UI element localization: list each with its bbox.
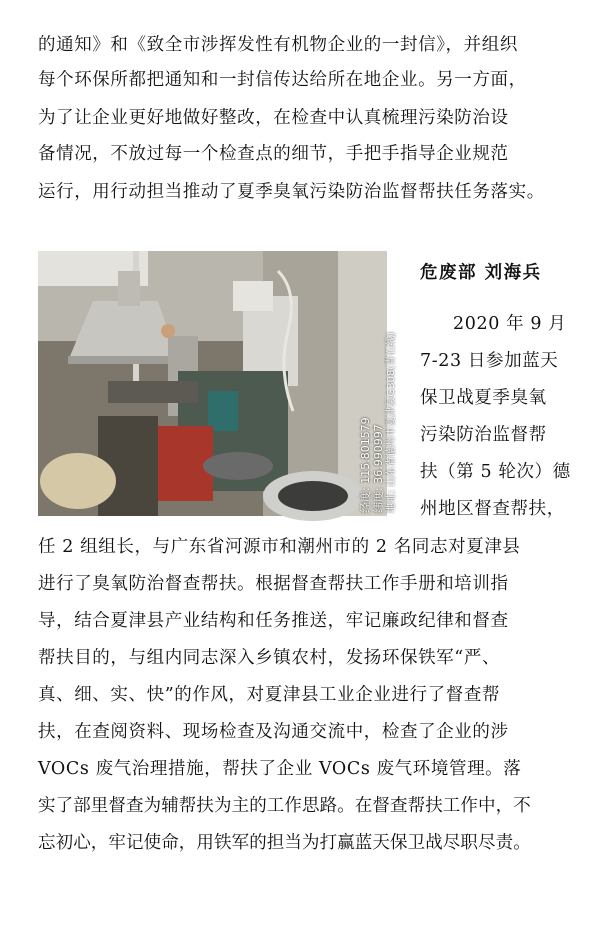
text-line: 忘初心，牢记使命，用铁军的担当为打赢蓝天保卫战尽职尽责。: [38, 833, 531, 853]
text-line: 导，结合夏津县产业结构和任务推送，牢记廉政纪律和督查: [38, 611, 509, 631]
text-line: 扶，在查阅资料、现场检查及沟通交流中，检查了企业的涉: [38, 722, 509, 742]
text-line: 实了部里督查为辅帮扶为主的工作思路。在督查帮扶工作中，不: [38, 796, 531, 816]
text-line: 运行，用行动担当推动了夏季臭氧污染防治监督帮扶任务落实。: [38, 182, 545, 202]
side-text-line: 州地区督查帮扶，: [420, 499, 565, 519]
photo-stamp-latitude: 纬度: 36.990997: [372, 424, 385, 513]
side-text-line: 7-23 日参加蓝天: [420, 351, 559, 371]
text-line: 的通知》和《致全市涉挥发性有机物企业的一封信》，并组织: [38, 35, 518, 55]
text-line: 进行了臭氧防治督查帮扶。根据督查帮扶工作手册和培训指: [38, 574, 509, 594]
section-heading: 危废部 刘海兵: [420, 263, 542, 283]
side-text-line: 扶（第 5 轮次）德: [420, 462, 571, 482]
factory-photo-image: [38, 251, 387, 516]
photo-stamp-address: 地址: 山东省德州市夏津县G308(青石线): [386, 331, 397, 513]
text-line: 任 2 组组长，与广东省河源市和潮州市的 2 名同志对夏津县: [38, 537, 521, 557]
text-line: 每个环保所都把通知和一封信传达给所在地企业。另一方面，: [38, 70, 527, 90]
text-line: 真、细、实、快”的作风，对夏津县工业企业进行了督查帮: [38, 685, 501, 705]
photo-stamp-longitude: 经度: 115.801579: [359, 417, 372, 513]
side-text-line: 保卫战夏季臭氧: [420, 388, 547, 408]
text-line: 备情况，不放过每一个检查点的细节，手把手指导企业规范: [38, 144, 509, 164]
text-line: VOCs 废气治理措施，帮扶了企业 VOCs 废气环境管理。落: [38, 759, 522, 779]
side-text-line: 2020 年 9 月: [453, 314, 567, 334]
factory-photo: [38, 251, 397, 516]
text-line: 为了让企业更好地做好整改，在检查中认真梳理污染防治设: [38, 108, 509, 128]
text-line: 帮扶目的，与组内同志深入乡镇农村，发扬环保铁军“严、: [38, 648, 501, 668]
side-text-line: 污染防治监督帮: [420, 425, 547, 445]
